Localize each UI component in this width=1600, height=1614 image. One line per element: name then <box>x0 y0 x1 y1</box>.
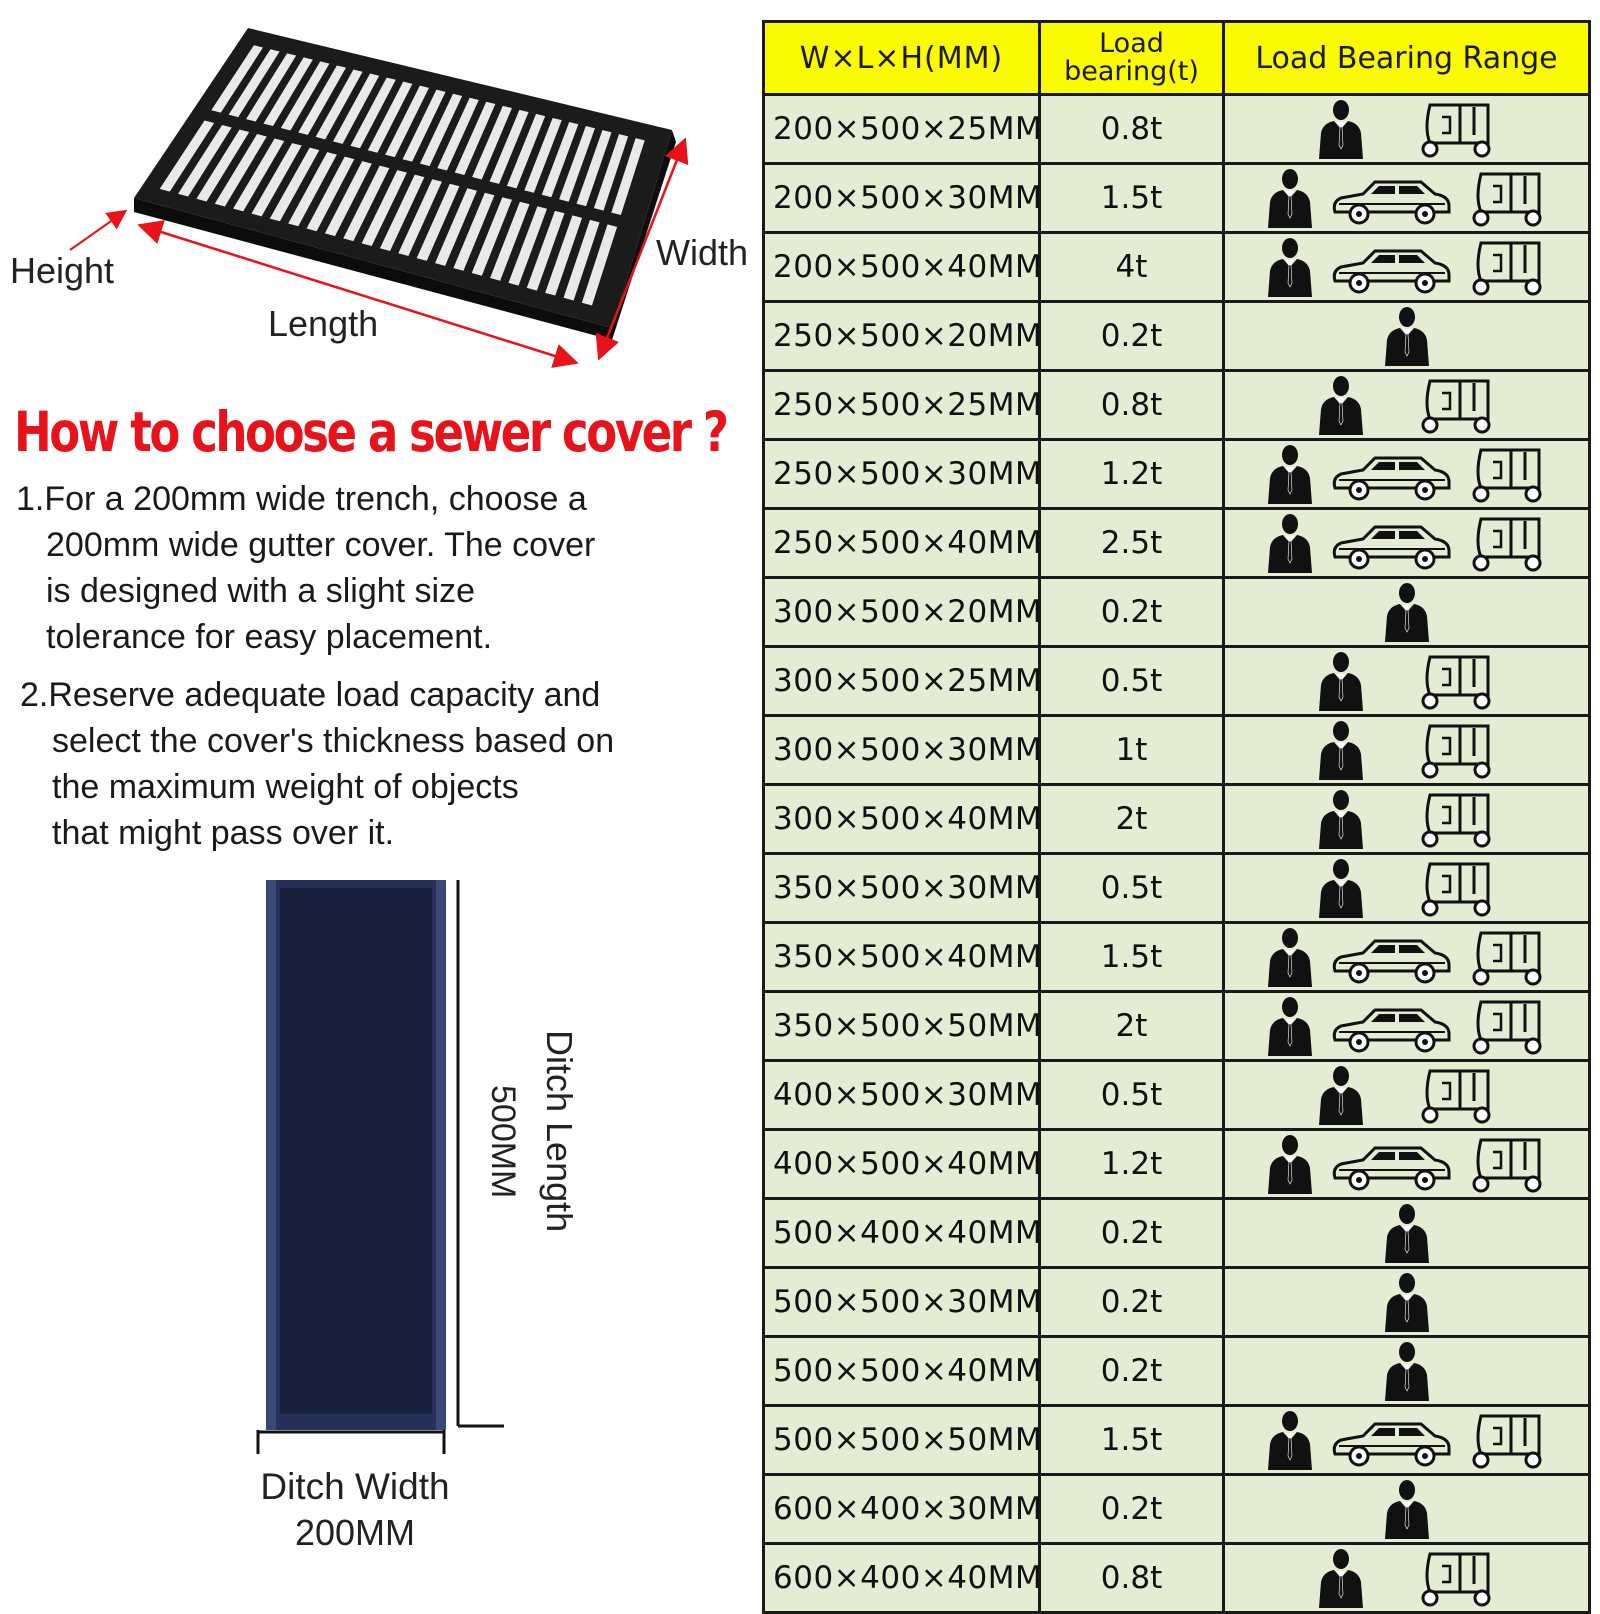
table-row <box>764 1406 1590 1475</box>
cell-size: 200×500×40MM <box>764 233 1040 302</box>
cell-size: 500×400×40MM <box>764 1199 1040 1268</box>
cell-load: 1.5t <box>1040 164 1224 233</box>
person-icon <box>1265 513 1315 573</box>
table-body <box>764 95 1590 1613</box>
cell-size: 250×500×30MM <box>764 440 1040 509</box>
cell-load: 0.5t <box>1040 647 1224 716</box>
table-row <box>764 647 1590 716</box>
cell-load-range <box>1224 854 1590 923</box>
header-range: Load Bearing Range <box>1224 22 1590 95</box>
person-icon <box>1265 168 1315 228</box>
car-icon <box>1329 1418 1453 1470</box>
tricycle-icon <box>1467 1410 1549 1470</box>
guide-title: How to choose a sewer cover ? <box>14 400 727 464</box>
cell-load: 0.2t <box>1040 1268 1224 1337</box>
tricycle-icon <box>1416 789 1498 849</box>
table-row <box>764 440 1590 509</box>
person-icon <box>1316 1065 1366 1125</box>
car-icon <box>1329 521 1453 573</box>
cell-load: 0.5t <box>1040 1061 1224 1130</box>
cell-load-range <box>1224 509 1590 578</box>
cell-size: 200×500×30MM <box>764 164 1040 233</box>
grate-cover-image <box>134 28 676 340</box>
cell-size: 400×500×40MM <box>764 1130 1040 1199</box>
length-label: Length <box>268 303 379 344</box>
table-row <box>764 1130 1590 1199</box>
cell-size: 350×500×30MM <box>764 854 1040 923</box>
ditch-length-label: Ditch Length <box>539 1030 580 1233</box>
tip-2-line: that might pass over it. <box>52 814 395 852</box>
cell-load: 4t <box>1040 233 1224 302</box>
table-row <box>764 785 1590 854</box>
ditch-diagram <box>240 880 520 1480</box>
cell-load: 0.8t <box>1040 95 1224 164</box>
table-row <box>764 716 1590 785</box>
cell-load: 2t <box>1040 992 1224 1061</box>
cell-load: 1.5t <box>1040 1406 1224 1475</box>
header-load <box>1040 22 1224 95</box>
tricycle-icon <box>1467 444 1549 504</box>
table-row <box>764 233 1590 302</box>
table-row <box>764 1475 1590 1544</box>
cell-load: 0.2t <box>1040 1475 1224 1544</box>
table-row <box>764 509 1590 578</box>
cell-load-range <box>1224 1475 1590 1544</box>
tricycle-icon <box>1467 1134 1549 1194</box>
header-load-line2: bearing(t) <box>1064 56 1199 87</box>
cell-load-range <box>1224 440 1590 509</box>
tip-2-line: the maximum weight of objects <box>52 768 519 806</box>
cell-size: 500×500×40MM <box>764 1337 1040 1406</box>
table-row <box>764 1337 1590 1406</box>
cell-load-range <box>1224 1061 1590 1130</box>
cell-load: 2.5t <box>1040 509 1224 578</box>
cell-size: 600×400×30MM <box>764 1475 1040 1544</box>
tip-2-line: select the cover's thickness based on <box>52 722 615 760</box>
cell-load-range <box>1224 1268 1590 1337</box>
cell-load-range <box>1224 1337 1590 1406</box>
load-spec-table <box>762 20 1591 1614</box>
tricycle-icon <box>1416 720 1498 780</box>
cell-size: 350×500×40MM <box>764 923 1040 992</box>
person-icon <box>1265 444 1315 504</box>
height-arrow <box>70 212 124 250</box>
cell-load-range <box>1224 716 1590 785</box>
table-row <box>764 992 1590 1061</box>
tip-1-line: 200mm wide gutter cover. The cover <box>46 526 596 564</box>
cell-load-range <box>1224 992 1590 1061</box>
tricycle-icon <box>1467 996 1549 1056</box>
table-row <box>764 854 1590 923</box>
cell-load: 0.8t <box>1040 1544 1224 1613</box>
cell-size: 200×500×25MM <box>764 95 1040 164</box>
person-icon <box>1265 996 1315 1056</box>
tip-1-line: 1.For a 200mm wide trench, choose a <box>16 480 587 518</box>
cell-load-range <box>1224 95 1590 164</box>
person-icon <box>1382 582 1432 642</box>
person-icon <box>1316 651 1366 711</box>
table-row <box>764 1544 1590 1613</box>
table-header-row <box>764 22 1590 95</box>
cell-load: 1.2t <box>1040 440 1224 509</box>
cell-load-range <box>1224 578 1590 647</box>
tricycle-icon <box>1416 99 1498 159</box>
person-icon <box>1382 1272 1432 1332</box>
cell-size: 300×500×20MM <box>764 578 1040 647</box>
cell-load: 1t <box>1040 716 1224 785</box>
cell-load-range <box>1224 647 1590 716</box>
cell-load-range <box>1224 1544 1590 1613</box>
person-icon <box>1265 1410 1315 1470</box>
cell-load-range <box>1224 1406 1590 1475</box>
car-icon <box>1329 176 1453 228</box>
car-icon <box>1329 935 1453 987</box>
cell-size: 400×500×30MM <box>764 1061 1040 1130</box>
cell-load: 1.5t <box>1040 923 1224 992</box>
cell-load: 0.5t <box>1040 854 1224 923</box>
cell-size: 300×500×40MM <box>764 785 1040 854</box>
cell-load: 0.2t <box>1040 1199 1224 1268</box>
person-icon <box>1382 1341 1432 1401</box>
table-row <box>764 578 1590 647</box>
cell-load: 0.2t <box>1040 1337 1224 1406</box>
cell-load: 1.2t <box>1040 1130 1224 1199</box>
width-label: Width <box>656 232 749 273</box>
person-icon <box>1382 1203 1432 1263</box>
height-label: Height <box>10 250 115 291</box>
person-icon <box>1316 789 1366 849</box>
cell-size: 300×500×25MM <box>764 647 1040 716</box>
header-load-line1: Load <box>1099 28 1164 59</box>
table-row <box>764 1199 1590 1268</box>
tricycle-icon <box>1467 927 1549 987</box>
cell-load: 0.2t <box>1040 578 1224 647</box>
table-row <box>764 1268 1590 1337</box>
cell-size: 350×500×50MM <box>764 992 1040 1061</box>
tricycle-icon <box>1416 1065 1498 1125</box>
cell-size: 600×400×40MM <box>764 1544 1040 1613</box>
ditch-length-value: 500MM <box>484 1085 522 1199</box>
cell-load-range <box>1224 1130 1590 1199</box>
cell-load-range <box>1224 302 1590 371</box>
cell-size: 250×500×40MM <box>764 509 1040 578</box>
ditch-width-value: 200MM <box>294 1512 416 1553</box>
ditch-width-label: Ditch Width <box>260 1466 450 1507</box>
cell-load-range <box>1224 923 1590 992</box>
cell-load: 2t <box>1040 785 1224 854</box>
person-icon <box>1265 1134 1315 1194</box>
person-icon <box>1382 306 1432 366</box>
tricycle-icon <box>1416 375 1498 435</box>
tricycle-icon <box>1416 651 1498 711</box>
person-icon <box>1316 99 1366 159</box>
tricycle-icon <box>1467 513 1549 573</box>
tip-2 <box>20 672 614 856</box>
header-size: W×L×H(MM) <box>764 22 1040 95</box>
cell-size: 300×500×30MM <box>764 716 1040 785</box>
tip-1-line: tolerance for easy placement. <box>46 618 493 656</box>
table-row <box>764 1061 1590 1130</box>
table-row <box>764 923 1590 992</box>
person-icon <box>1316 1548 1366 1608</box>
cell-load-range <box>1224 371 1590 440</box>
tricycle-icon <box>1467 237 1549 297</box>
cell-load: 0.2t <box>1040 302 1224 371</box>
car-icon <box>1329 1142 1453 1194</box>
tricycle-icon <box>1467 168 1549 228</box>
person-icon <box>1265 927 1315 987</box>
person-icon <box>1382 1479 1432 1539</box>
tip-1 <box>16 476 595 660</box>
person-icon <box>1265 237 1315 297</box>
tip-2-line: 2.Reserve adequate load capacity and <box>20 676 601 714</box>
grate-illustration <box>0 0 760 380</box>
table-row <box>764 164 1590 233</box>
table-row <box>764 95 1590 164</box>
tip-1-line: is designed with a slight size <box>46 572 476 610</box>
cell-size: 500×500×30MM <box>764 1268 1040 1337</box>
table-row <box>764 371 1590 440</box>
cell-size: 250×500×20MM <box>764 302 1040 371</box>
tricycle-icon <box>1416 1548 1498 1608</box>
person-icon <box>1316 375 1366 435</box>
cell-size: 500×500×50MM <box>764 1406 1040 1475</box>
car-icon <box>1329 1004 1453 1056</box>
person-icon <box>1316 720 1366 780</box>
table-row <box>764 302 1590 371</box>
car-icon <box>1329 245 1453 297</box>
cell-load-range <box>1224 785 1590 854</box>
cell-load-range <box>1224 233 1590 302</box>
cell-load-range <box>1224 164 1590 233</box>
cell-load: 0.8t <box>1040 371 1224 440</box>
car-icon <box>1329 452 1453 504</box>
cell-size: 250×500×25MM <box>764 371 1040 440</box>
person-icon <box>1316 858 1366 918</box>
tricycle-icon <box>1416 858 1498 918</box>
cell-load-range <box>1224 1199 1590 1268</box>
